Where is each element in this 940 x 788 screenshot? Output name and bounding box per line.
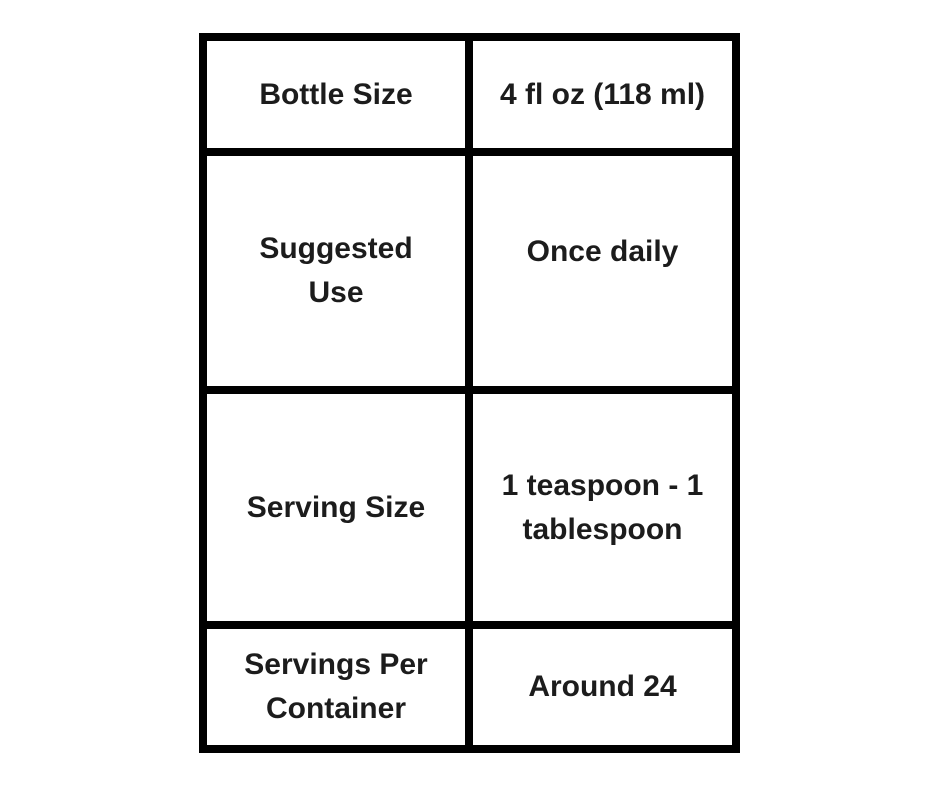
servings-per-container-value: Around 24 xyxy=(528,670,677,703)
bottle-size-label: Bottle Size xyxy=(259,77,413,111)
table-cell-suggested-use-value xyxy=(473,156,732,386)
table-cell-bottle-size-value xyxy=(473,41,732,148)
table-cell-servings-per-container-value xyxy=(473,629,732,745)
table-cell-serving-size-value xyxy=(473,394,732,621)
serving-size-value: 1 teaspoon - 1 tablespoon xyxy=(501,468,704,546)
table-cell-serving-size-label xyxy=(207,394,465,621)
suggested-use-value: Once daily xyxy=(526,235,679,268)
servings-per-container-label: Servings Per Container xyxy=(244,648,428,725)
table-cell-servings-per-container-label xyxy=(207,629,465,745)
suggested-use-label: Suggested Use xyxy=(259,232,413,309)
table-cell-bottle-size-label xyxy=(207,41,465,148)
product-spec-table xyxy=(199,33,740,753)
bottle-size-value: 4 fl oz (118 ml) xyxy=(499,77,706,111)
table-cell-suggested-use-label xyxy=(207,156,465,386)
serving-size-label: Serving Size xyxy=(246,490,426,524)
